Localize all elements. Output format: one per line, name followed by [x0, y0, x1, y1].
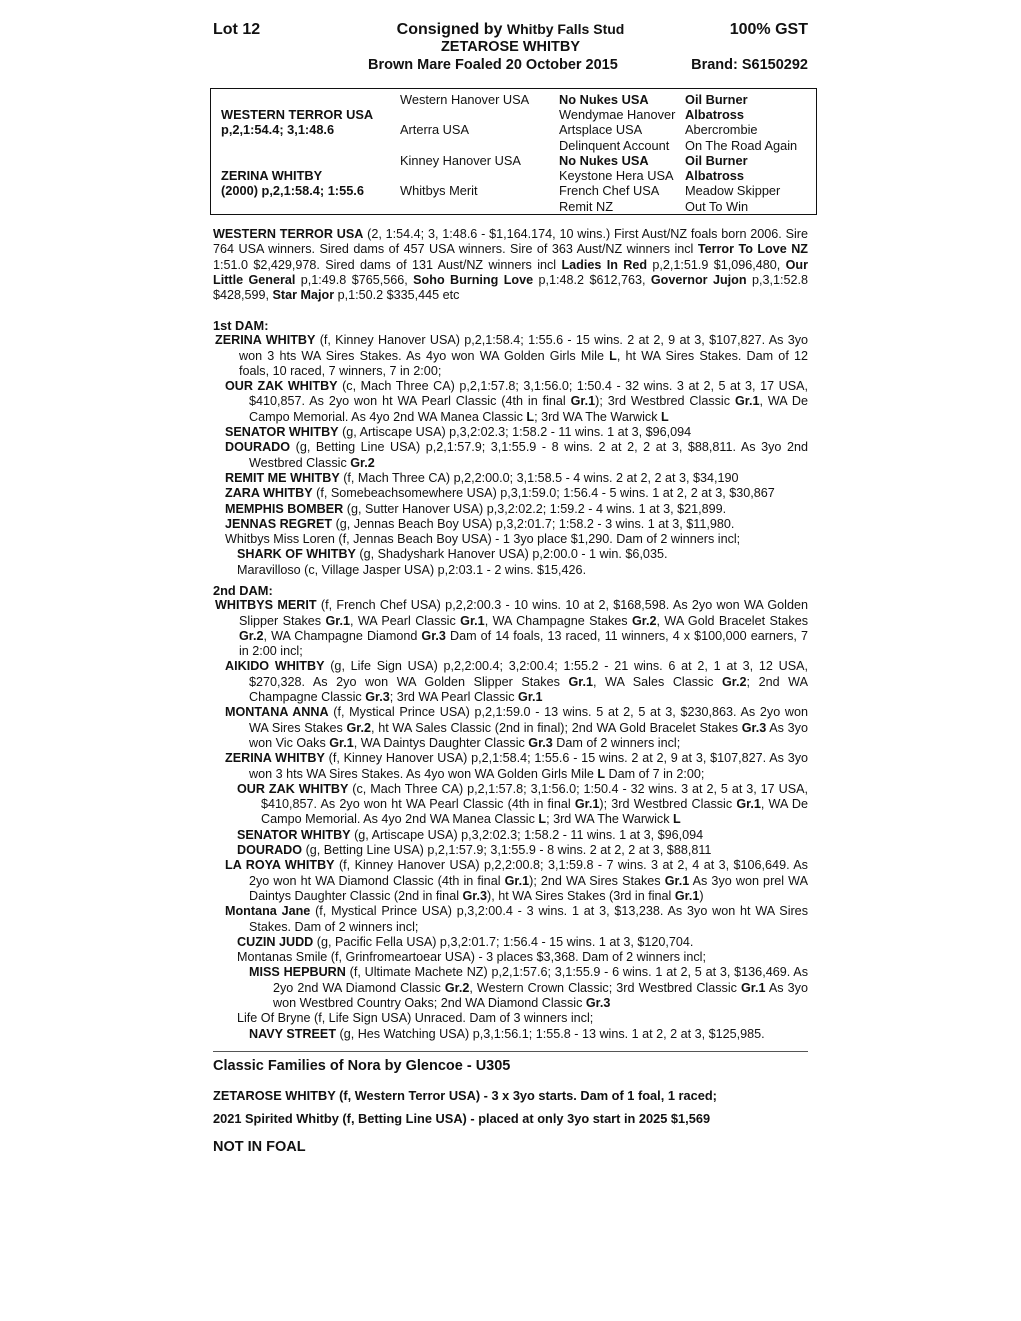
gst-label: 100% GST — [729, 21, 808, 38]
pedigree-gen2: Whitbys Merit — [400, 183, 478, 198]
sire-paragraph — [213, 227, 808, 303]
list-item — [213, 935, 808, 950]
text-run: Dam of 14 foals, 13 raced, 11 winners, 4 x $100,000 earners, 7 in 2:00 incl; — [239, 628, 808, 659]
horse-name: ZETAROSE WHITBY — [440, 39, 581, 55]
pedigree-gen4: Oil Burner — [685, 153, 748, 168]
bold-text: SENATOR WHITBY — [225, 425, 339, 440]
bold-text: Gr.3 — [462, 888, 488, 903]
pedigree-gen4: Meadow Skipper — [685, 183, 781, 198]
bold-text: MISS HEPBURN — [249, 965, 346, 980]
bold-text: OUR ZAK WHITBY — [237, 781, 349, 796]
text-run: p,1:49.8 $765,566, — [295, 272, 414, 287]
text-run: (g, Artiscape USA) p,3,2:02.3; 1:58.2 - 11 wins. 1 at 3, $96,094 — [338, 425, 692, 440]
bold-text: LA ROYA WHITBY — [225, 858, 335, 873]
bold-text: JENNAS REGRET — [225, 516, 333, 531]
pedigree-gen4: Out To Win — [685, 199, 749, 214]
pedigree-gen4: Oil Burner — [685, 92, 748, 107]
zetarose-summary: ZETAROSE WHITBY (f, Western Terror USA) - 3 x 3yo starts. Dam of 1 foal, 1 raced; — [213, 1088, 717, 1103]
bold-text: Gr.1 — [674, 888, 700, 903]
dam-record: (2000) p,2,1:58.4; 1:55.6 — [221, 183, 364, 198]
foaled-info: Brown Mare Foaled 20 October 2015 — [368, 57, 618, 73]
bold-text: REMIT ME WHITBY — [225, 470, 340, 485]
bold-text: L — [609, 348, 617, 363]
pedigree-gen3: Artsplace USA — [559, 122, 643, 137]
text-run: (g, Betting Line USA) p,2,1:57.9; 3,1:55.9 - 8 wins. 2 at 2, 2 at 3, $88,811. As 3yo 2nd Westbred Classic — [249, 440, 808, 470]
first-dam-section — [213, 318, 808, 578]
text-run: (f, Kinney Hanover USA) p,2,1:58.4; 1:55.6 - 15 wins. 2 at 2, 9 at 3, $107,827. As 3yo won 3 hts WA Sires Stakes. As 4yo won WA Golden Girls Mile — [239, 333, 809, 363]
text-run: Life Of Bryne (f, Life Sign USA) Unraced. Dam of 3 winners incl; — [237, 1011, 594, 1026]
pedigree-gen2: Arterra USA — [400, 122, 469, 137]
bold-text: Gr.2 — [239, 628, 264, 643]
dam-name: ZERINA WHITBY — [221, 168, 323, 183]
text-run: , WA Champagne Stakes — [484, 613, 632, 628]
bold-text: ZARA WHITBY — [225, 486, 313, 501]
text-run: p,1:48.2 $612,763, — [533, 272, 651, 287]
text-run: ); 3rd Westbred Classic — [599, 797, 737, 812]
text-run: , ht WA Sires Stakes. Dam of 12 foals, 10 raced, 7 winners, 7 in 2:00; — [239, 348, 808, 378]
text-run: Whitbys Miss Loren (f, Jennas Beach Boy USA) - 1 3yo place $1,290. Dam of 2 winners incl; — [225, 532, 741, 547]
text-run: As 3yo won prel WA Daintys Daughter Classic (2nd in final — [249, 873, 808, 903]
bold-text: Gr.1 — [736, 797, 761, 812]
bold-text: OUR ZAK WHITBY — [225, 379, 338, 394]
bold-text: L — [673, 812, 681, 827]
text-run: p,1:50.2 $335,445 etc — [334, 288, 460, 303]
bold-text: AIKIDO WHITBY — [225, 659, 325, 674]
text-run: 1:51.0 $2,429,978. Sired dams of 131 Aust/NZ winners incl — [213, 257, 562, 272]
pedigree-gen4: Albatross — [685, 107, 745, 122]
bold-text: DOURADO — [237, 843, 303, 858]
text-run: Montanas Smile (f, Grinfromeartoear USA) - 3 places $3,368. Dam of 2 winners incl; — [237, 950, 706, 965]
text-run: (g, Life Sign USA) p,2,2:00.4; 3,2:00.4; 1:55.2 - 21 wins. 6 at 2, 1 at 3, 12 USA, $270,328. As 2yo won WA Golden Slipper Stakes — [249, 659, 808, 689]
bold-text: MONTANA ANNA — [225, 705, 329, 720]
first-dam-list — [213, 333, 808, 578]
bold-text: Gr.2 — [632, 613, 657, 628]
first-dam-title: 1st DAM: — [213, 318, 269, 333]
list-item — [213, 598, 808, 659]
sire-record: p,2,1:54.4; 3,1:48.6 — [221, 122, 335, 137]
list-item — [213, 502, 808, 517]
bold-text: Ladies In Red — [561, 257, 648, 272]
bold-text: L — [597, 766, 606, 781]
list-item — [213, 486, 808, 501]
list-item — [213, 782, 808, 828]
list-item — [213, 965, 808, 1011]
text-run: ); 2nd WA Sires Stakes — [529, 873, 665, 888]
text-run: (f, Kinney Hanover USA) p,2,2:00.8; 3,1:59.8 - 7 wins. 3 at 2, 4 at 3, $106,649. As 2yo won ht WA Diamond Classic (4th in final — [249, 858, 808, 888]
text-run: (g, Jennas Beach Boy USA) p,3,2:01.7; 1:58.2 - 3 wins. 1 at 3, $11,980. — [332, 516, 735, 531]
text-run: (g, Artiscape USA) p,3,2:02.3; 1:58.2 - 11 wins. 1 at 3, $96,094 — [350, 827, 704, 842]
bold-text: ZERINA WHITBY — [225, 751, 325, 766]
text-run: (g, Sutter Hanover USA) p,3,2:02.2; 1:59.2 - 4 wins. 1 at 3, $21,899. — [343, 501, 727, 516]
pedigree-gen3: No Nukes USA — [559, 153, 649, 168]
bold-text: Terror To Love NZ — [697, 242, 808, 257]
pedigree-gen4: Abercrombie — [685, 122, 758, 137]
text-run: (f, Mystical Prince USA) p,2,1:59.0 - 13 wins. 5 at 2, 5 at 3, $230,863. As 2yo won WA Sires Stakes — [249, 705, 808, 735]
list-item — [213, 1027, 808, 1042]
list-item — [213, 858, 808, 904]
text-run: (c, Mach Three CA) p,2,1:57.8; 3,1:56.0; 1:50.4 - 32 wins. 3 at 2, 5 at 3, 17 USA, $410,857. As 2yo won ht WA Pearl Classic (4th in final — [261, 781, 808, 812]
text-run: Dam of 2 winners incl; — [552, 735, 681, 750]
pedigree-gen4: Albatross — [685, 168, 745, 183]
text-run: , WA De Campo Memorial. As 4yo 2nd WA Manea Classic — [261, 797, 808, 827]
pedigree-gen3: Delinquent Account — [559, 138, 670, 153]
sire-name: WESTERN TERROR USA — [221, 107, 374, 122]
bold-text: Gr.3 — [528, 735, 553, 750]
bold-text: MEMPHIS BOMBER — [225, 501, 344, 516]
bold-text: ZERINA WHITBY — [215, 333, 316, 348]
text-run: (f, Ultimate Machete NZ) p,2,1:57.6; 3,1:55.9 - 6 wins. 1 at 2, 5 at 3, $136,469. As 2yo 2nd WA Diamond Classic — [273, 965, 808, 995]
text-run: , WA De Campo Memorial. As 4yo 2nd WA Manea Classic — [249, 394, 808, 424]
text-run: ), ht WA Sires Stakes (3rd in final — [487, 888, 675, 903]
list-item — [213, 379, 808, 425]
list-item — [213, 547, 808, 562]
text-run: ); 3rd Westbred Classic — [595, 394, 735, 409]
bold-text: Gr.3 — [741, 720, 767, 735]
list-item — [213, 333, 808, 379]
list-item — [213, 751, 808, 782]
bold-text: CUZIN JUDD — [237, 934, 314, 949]
list-item — [213, 517, 808, 532]
bold-text: L — [538, 812, 547, 827]
pedigree-gen3: Keystone Hera USA — [559, 168, 674, 183]
lot-number: Lot 12 — [213, 21, 261, 38]
text-run: As 3yo won Vic Oaks — [249, 720, 808, 750]
progeny-line: 2021 Spirited Whitby (f, Betting Line USA) - placed at only 3yo start in 2025 $1,569 — [213, 1111, 711, 1126]
text-run: (g, Shadyshark Hanover USA) p,2:00.0 - 1 win. $6,035. — [355, 547, 668, 562]
bold-text: Gr.1 — [329, 735, 354, 750]
text-run: , Western Crown Classic; 3rd Westbred Classic — [469, 980, 741, 995]
text-run: ; 3rd WA Pearl Classic — [389, 690, 519, 705]
text-run: , WA Gold Bracelet Stakes — [656, 613, 809, 628]
text-run: (f, French Chef USA) p,2,2:00.3 - 10 wins. 10 at 2, $168,598. As 2yo won WA Golden Slipper Stakes — [239, 598, 808, 628]
bold-text: Gr.1 — [734, 394, 760, 409]
text-run: , WA Champagne Diamond — [263, 628, 422, 643]
bold-text: Gr.3 — [365, 690, 390, 705]
text-run: p,3,1:52.8 $428,599, — [213, 272, 808, 303]
bold-text: Gr.1 — [460, 613, 485, 628]
bold-text: Gr.1 — [664, 873, 690, 888]
bold-text: Gr.2 — [346, 720, 371, 735]
text-run: ) — [699, 888, 704, 903]
text-run: (f, Kinney Hanover USA) p,2,1:58.4; 1:55.6 - 15 wins. 2 at 2, 9 at 3, $107,827. As 3yo won 3 hts WA Sires Stakes. As 4yo won WA Golden Girls Mile — [249, 751, 808, 781]
sire-description — [213, 227, 808, 303]
list-item — [213, 950, 808, 965]
text-run: , WA Pearl Classic — [350, 613, 461, 628]
bold-text: Gr.3 — [585, 996, 611, 1011]
text-run: (g, Pacific Fella USA) p,3,2:01.7; 1:56.4 - 15 wins. 1 at 3, $120,704. — [313, 934, 694, 949]
bold-text: Gr.1 — [518, 690, 543, 705]
bold-text: Star Major — [272, 288, 335, 303]
text-run: , WA Sales Classic — [592, 674, 722, 689]
bold-text: Soho Burning Love — [413, 272, 534, 287]
bold-text: Governor Jujon — [650, 272, 747, 287]
list-item — [213, 1011, 808, 1026]
bold-text: Gr.2 — [444, 980, 470, 995]
pedigree-gen3: No Nukes USA — [559, 92, 649, 107]
pedigree-gen4: On The Road Again — [685, 138, 798, 153]
bold-text: SENATOR WHITBY — [237, 827, 351, 842]
bold-text: Montana Jane — [225, 904, 311, 919]
text-run: (f, Somebeachsomewhere USA) p,3,1:59.0; 1:56.4 - 5 wins. 1 at 2, 2 at 3, $30,867 — [312, 486, 775, 501]
text-run: (c, Mach Three CA) p,2,1:57.8; 3,1:56.0; 1:50.4 - 32 wins. 3 at 2, 5 at 3, 17 USA, $410,857. As 2yo won ht WA Pearl Classic (4th in final — [249, 379, 808, 409]
bold-text: Gr.1 — [574, 797, 600, 812]
bold-text: L — [526, 409, 535, 424]
bold-text: Gr.2 — [722, 674, 747, 689]
bold-text: Gr.1 — [741, 980, 766, 995]
consigned-by — [0, 21, 1021, 39]
consigned-label: Consigned by — [396, 21, 503, 38]
list-item — [213, 659, 808, 705]
second-dam-list — [213, 598, 808, 1042]
brand-number: Brand: S6150292 — [691, 57, 808, 73]
bold-text: SHARK OF WHITBY — [237, 547, 356, 562]
text-run: , WA Daintys Daughter Classic — [353, 735, 529, 750]
list-item — [213, 705, 808, 751]
pedigree-gen2: Western Hanover USA — [400, 92, 530, 107]
list-item — [213, 471, 808, 486]
bold-text: WESTERN TERROR USA — [213, 227, 364, 241]
text-run: (f, Mystical Prince USA) p,3,2:00.4 - 3 wins. 1 at 3, $13,238. As 3yo won ht WA Sires Stakes. Dam of 2 winners incl; — [249, 904, 808, 934]
list-item — [213, 828, 808, 843]
bold-text: DOURADO — [225, 440, 291, 455]
text-run: (2, 1:54.4; 3, 1:48.6 - $1,164.174, 10 wins.) First Aust/NZ foals born 2006. Sire 764 USA winners. Sired dams of 457 USA winners. Sire of 363 Aust/NZ winners incl — [213, 227, 808, 257]
bold-text: WHITBYS MERIT — [215, 598, 317, 613]
bold-text: L — [661, 409, 669, 424]
family-title: Classic Families of Nora by Glencoe - U305 — [213, 1058, 511, 1074]
bold-text: Gr.2 — [350, 455, 375, 470]
foal-status: NOT IN FOAL — [213, 1139, 306, 1155]
bold-text: Gr.1 — [570, 394, 596, 409]
text-run: ; 2nd WA Champagne Classic — [249, 674, 808, 705]
pedigree-gen2: Kinney Hanover USA — [400, 153, 521, 168]
bold-text: Gr.1 — [325, 613, 350, 628]
list-item — [213, 843, 808, 858]
pedigree-gen3: French Chef USA — [559, 183, 660, 198]
bold-text: Gr.3 — [421, 628, 446, 643]
text-run: ; 3rd WA The Warwick — [534, 409, 662, 424]
bold-text: Our Little General — [213, 257, 809, 287]
text-run: ; 3rd WA The Warwick — [546, 812, 674, 827]
bold-text: NAVY STREET — [249, 1026, 337, 1041]
list-item — [213, 425, 808, 440]
second-dam-title: 2nd DAM: — [213, 583, 273, 598]
pedigree-table — [210, 88, 817, 215]
bold-text: Gr.1 — [504, 873, 530, 888]
list-item — [213, 563, 808, 578]
text-run: (g, Betting Line USA) p,2,1:57.9; 3,1:55.9 - 8 wins. 2 at 2, 2 at 3, $88,811 — [302, 843, 712, 858]
text-run: Dam of 7 in 2:00; — [605, 766, 705, 781]
consignor-name: Whitby Falls Stud — [506, 21, 625, 37]
text-run: As 3yo won Westbred Country Oaks; 2nd WA Diamond Classic — [273, 980, 808, 1011]
text-run: Maravilloso (c, Village Jasper USA) p,2:03.1 - 2 wins. $15,426. — [237, 562, 587, 577]
pedigree-gen3: Remit NZ — [559, 199, 614, 214]
second-dam-section — [213, 583, 808, 1042]
divider — [213, 1051, 808, 1052]
list-item — [213, 904, 808, 935]
list-item — [213, 532, 808, 547]
text-run: (f, Mach Three CA) p,2,2:00.0; 3,1:58.5 - 4 wins. 2 at 2, 2 at 3, $34,190 — [339, 470, 739, 485]
text-run: (g, Hes Watching USA) p,3,1:56.1; 1:55.8 - 13 wins. 1 at 2, 2 at 3, $125,985. — [336, 1026, 765, 1041]
text-run: p,2,1:51.9 $1,096,480, — [647, 257, 786, 272]
text-run: , ht WA Sales Classic (2nd in final); 2nd WA Gold Bracelet Stakes — [370, 720, 742, 735]
bold-text: Gr.1 — [568, 674, 593, 689]
pedigree-gen3: Wendymae Hanover — [559, 107, 676, 122]
list-item — [213, 440, 808, 471]
